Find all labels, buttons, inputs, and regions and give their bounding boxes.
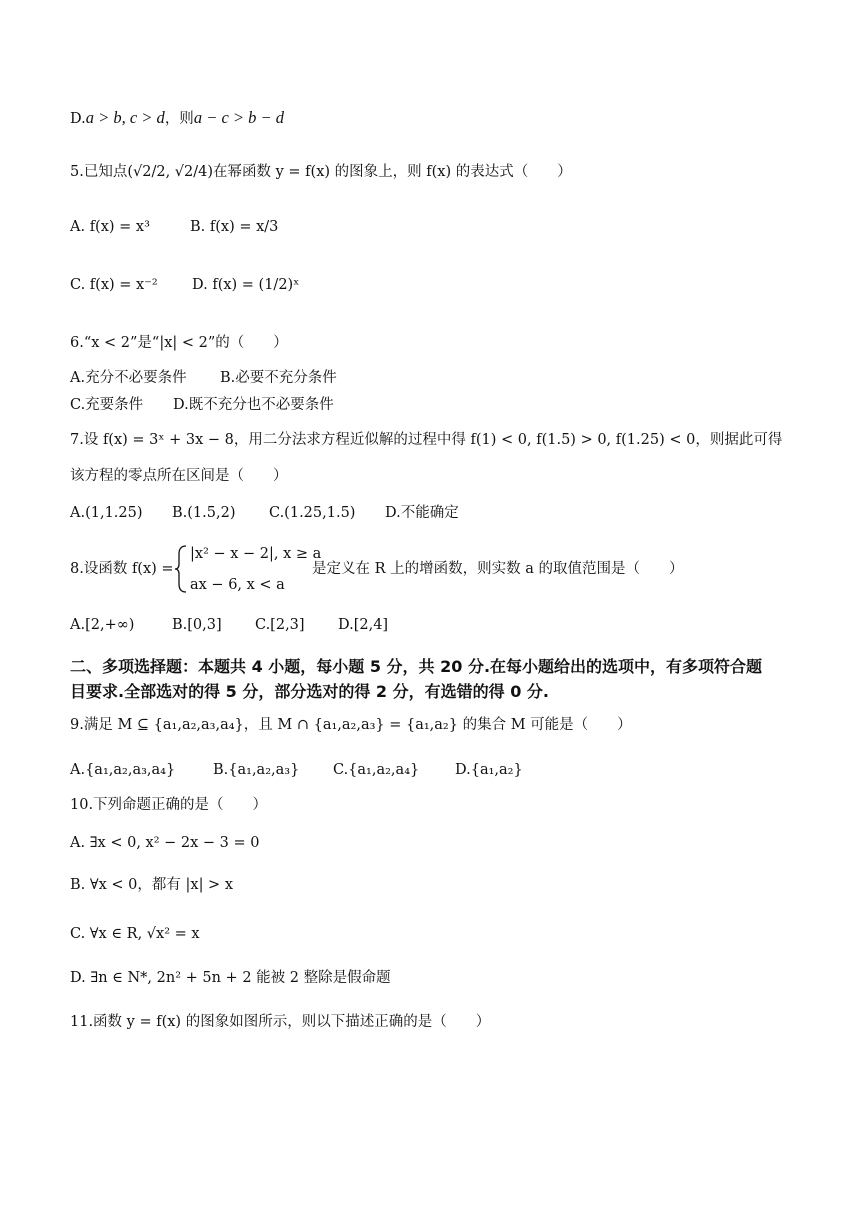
q10-option-d xyxy=(70,971,391,986)
q8-tail-text: 是定义在 R 上的增函数，则实数 a 的取值范围是（ ） xyxy=(312,561,684,577)
q4d-math: a > b, c > d xyxy=(85,108,165,127)
q7-option-c: C.(1.25,1.5) xyxy=(269,505,356,521)
q5-option-c: C. f(x) = x⁻² xyxy=(70,277,158,293)
q4d-lead: D. xyxy=(70,111,86,127)
q9-option-d: D.{a₁,a₂} xyxy=(455,762,523,778)
q10-option-b-text: B. ∀x < 0，都有 |x| > x xyxy=(70,877,233,893)
q7-option-d: D.不能确定 xyxy=(385,505,459,521)
question-7-stem xyxy=(70,433,782,448)
q5-stem-text: 5.已知点(√2/2, √2/4)在幂函数 y = f(x) 的图象上，则 f(x) 的表达式（ ） xyxy=(70,164,572,180)
q8-case-1-text: |x² − x − 2|, x ≥ a xyxy=(190,546,322,562)
q7-option-a: A.(1,1.25) xyxy=(70,505,143,521)
section-2-heading-text-2: 目要求.全部选对的得 5 分，部分选对的得 2 分，有选错的得 0 分. xyxy=(70,682,549,701)
question-9-stem xyxy=(70,718,632,733)
q8-case-2 xyxy=(190,578,285,593)
q9-option-c: C.{a₁,a₂,a₄} xyxy=(333,762,420,778)
q6-option-b: B.必要不充分条件 xyxy=(220,370,337,386)
piecewise-brace-icon xyxy=(174,544,188,594)
q10-option-c xyxy=(70,927,200,942)
q8-option-b: B.[0,3] xyxy=(172,617,222,633)
q9-option-b: B.{a₁,a₂,a₃} xyxy=(213,762,300,778)
q8-option-d: D.[2,4] xyxy=(338,617,389,633)
section-2-heading-text-1: 二、多项选择题：本题共 4 小题，每小题 5 分，共 20 分.在每小题给出的选项中，有多项符合题 xyxy=(70,657,763,676)
q10-option-a xyxy=(70,836,260,851)
q6-stem-text: 6.“x < 2”是“|x| < 2”的（ ） xyxy=(70,335,288,351)
q8-tail xyxy=(312,562,684,577)
q6-option-d: D.既不充分也不必要条件 xyxy=(173,397,334,413)
q10-stem-text: 10.下列命题正确的是（ ） xyxy=(70,797,268,813)
q9-stem-text: 9.满足 M ⊆ {a₁,a₂,a₃,a₄}，且 M ∩ {a₁,a₂,a₃} = {a₁,a₂} 的集合 M 可能是（ ） xyxy=(70,717,632,733)
q8-option-c: C.[2,3] xyxy=(255,617,305,633)
q10-option-d-text: D. ∃n ∈ N*, 2n² + 5n + 2 能被 2 整除是假命题 xyxy=(70,970,391,986)
q10-option-a-text: A. ∃x < 0, x² − 2x − 3 = 0 xyxy=(70,835,260,851)
question-10-stem xyxy=(70,798,267,813)
q7-stem-text: 7.设 f(x) = 3ˣ + 3x − 8，用二分法求方程近似解的过程中得 f(1) < 0, f(1.5) > 0, f(1.25) < 0，则据此可得 xyxy=(70,432,783,448)
q7-stem-text-2: 该方程的零点所在区间是（ ） xyxy=(70,468,288,484)
q8-case-1 xyxy=(190,547,321,562)
q11-stem-text: 11.函数 y = f(x) 的图象如图所示，则以下描述正确的是（ ） xyxy=(70,1014,491,1030)
q10-option-c-text: C. ∀x ∈ R, √x² = x xyxy=(70,926,200,942)
q9-option-a: A.{a₁,a₂,a₃,a₄} xyxy=(70,762,176,778)
question-6-stem xyxy=(70,336,288,351)
q7-option-b: B.(1.5,2) xyxy=(172,505,236,521)
q4d-math2: a − c > b − d xyxy=(193,108,285,127)
q8-case-2-text: ax − 6, x < a xyxy=(190,577,285,593)
q10-option-b xyxy=(70,878,233,893)
q6-option-c: C.充要条件 xyxy=(70,397,144,413)
q4d-mid: ，则 xyxy=(164,111,194,127)
question-8-lead xyxy=(70,562,174,577)
q5-option-d: D. f(x) = (1/2)ˣ xyxy=(192,277,300,293)
q8-option-a: A.[2,+∞) xyxy=(70,617,135,633)
q8-lead-text: 8.设函数 f(x) = xyxy=(70,561,174,577)
question-7-stem-continued xyxy=(70,469,288,484)
q4-option-d xyxy=(70,110,284,127)
question-11-stem xyxy=(70,1015,490,1030)
q5-option-a: A. f(x) = x³ xyxy=(70,219,150,235)
q5-option-b: B. f(x) = x/3 xyxy=(190,219,279,235)
question-5-stem xyxy=(70,165,572,180)
section-2-heading-line-2 xyxy=(70,684,549,700)
section-2-heading-line-1 xyxy=(70,659,762,675)
q6-option-a: A.充分不必要条件 xyxy=(70,370,187,386)
